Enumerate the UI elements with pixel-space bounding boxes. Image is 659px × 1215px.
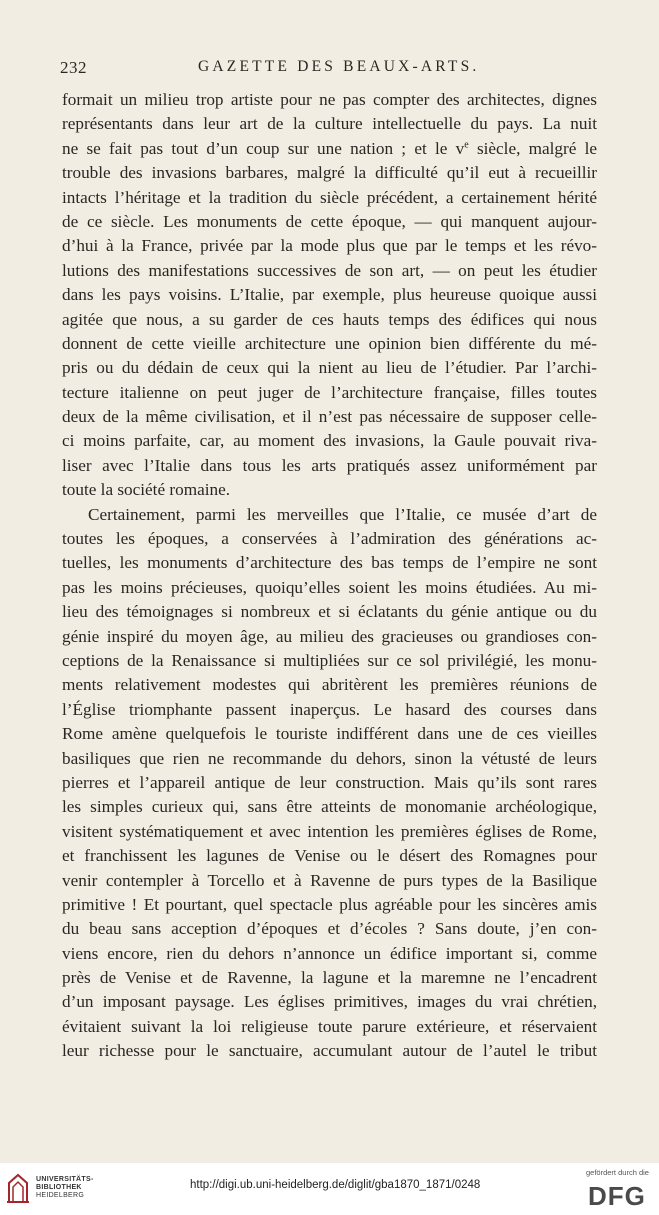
text-line: basiliques que rien ne recommande du dehors, sinon la vétusté de leurs [62, 748, 597, 768]
text-line: de ce siècle. Les monuments de cette époque, — qui manquent aujour- [62, 211, 597, 231]
footer-bar [0, 1163, 659, 1215]
text-line: l’Église triomphante passent inaperçus. Le hasard des courses dans [62, 699, 597, 719]
text-line: liser avec l’Italie dans tous les arts pratiqués assez uniformément par [62, 455, 597, 475]
source-url-link[interactable]: http://digi.ub.uni-heidelberg.de/diglit/gba1870_1871/0248 [190, 1179, 481, 1191]
text-line: intacts l’héritage et la tradition du siècle précédent, a certainement hérité [62, 187, 597, 207]
funder-caption: gefördert durch die [586, 1168, 649, 1177]
text-line: évitaient suivant la loi religieuse toute parure extérieure, et réservaient [62, 1016, 597, 1036]
text-line: toute la société romaine. [62, 480, 230, 500]
text-line: lieu des témoignages si nombreux et si éclatants du génie antique ou du [62, 602, 597, 622]
text-line: pierres et l’appareil antique de leur construction. Mais qu’ils sont rares [62, 772, 597, 792]
text-line: ments relativement modestes qui abritèrent les premières réunions de [62, 675, 597, 695]
text-line: pris ou du dédain de ceux qui la nient au lieu de l’étudier. Par l’archi- [62, 358, 597, 378]
text-line: les simples curieux qui, sans être atteints de monomanie archéologique, [62, 797, 597, 817]
text-line: Certainement, parmi les merveilles que l’Italie, ce musée d’art de [88, 504, 597, 524]
superscript-e: e [464, 139, 469, 151]
text-line: venir contempler à Torcello et à Ravenne de purs types de la Basilique [62, 870, 597, 890]
text-line: lutions des manifestations successives de son art, — on peut les étudier [62, 260, 597, 280]
text-line: représentants dans leur art de la culture intellectuelle du pays. La nuit [62, 114, 597, 134]
university-name-line: UNIVERSITÄTS- [36, 1176, 94, 1183]
university-name-line: BIBLIOTHEK [36, 1184, 82, 1191]
text-line: génie inspiré du moyen âge, au milieu des gracieuses ou grandioses con- [62, 626, 597, 646]
text-line: toutes les époques, a conservées à l’admiration des générations ac- [62, 529, 597, 549]
text-line: agitée que nous, a su garder de ces hauts temps des édifices qui nous [62, 309, 597, 329]
text-line: ceptions de la Renaissance si multipliées sur ce sol privilégié, les monu- [62, 650, 597, 670]
running-title: GAZETTE DES BEAUX-ARTS. [198, 58, 480, 75]
text-line: trouble des invasions barbares, malgré la difficulté qu’il eut à recueillir [62, 163, 597, 183]
text-line: dans les pays voisins. L’Italie, par exemple, plus heureuse quoique aussi [62, 285, 597, 305]
text-line: Rome amène quelquefois le touriste indifférent dans une de ces vieilles [62, 724, 597, 744]
dfg-logo: DFG [588, 1181, 646, 1211]
text-line: donnent de cette vieille architecture une opinion bien différente du mé- [62, 333, 597, 353]
text-line: du beau sans acception d’époques et d’écoles ? Sans doute, j’en con- [62, 919, 597, 939]
text-line: tuelles, les monuments d’architecture des bas temps de l’empire ne sont [62, 553, 597, 573]
text-line: tecture italienne on peut juger de l’architecture française, filles toutes [62, 382, 597, 402]
century-numeral: v [455, 138, 465, 158]
university-name-line: HEIDELBERG [36, 1192, 85, 1199]
text-line: viens encore, rien du dehors n’annonce un édifice important si, comme [62, 943, 597, 963]
university-seal-icon [6, 1171, 30, 1205]
text-line-segment: siècle, malgré le [468, 138, 597, 158]
text-line: formait un milieu trop artiste pour ne pas compter des architectes, dignes [62, 90, 597, 109]
body-text [62, 88, 597, 1064]
text-line: visitent systématiquement et avec intention les premières églises de Rome, [62, 821, 597, 841]
text-line: deux de la même civilisation, et il n’est pas nécessaire de supposer celle- [62, 407, 597, 427]
text-line: près de Venise et de Ravenne, la lagune et la maremne ne l’encadrent [62, 968, 597, 988]
text-line: et franchissent les lagunes de Venise ou le désert des Romagnes pour [62, 846, 597, 866]
university-name [36, 1176, 94, 1200]
text-line: primitive ! Et pourtant, quel spectacle plus agréable pour les sincères amis [62, 894, 597, 914]
text-line [62, 137, 597, 161]
text-line: ci moins parfaite, car, au moment des invasions, la Gaule pouvait riva- [62, 431, 597, 451]
text-line: d’hui à la France, privée par la mode plus que par le temps et les révo- [62, 236, 597, 256]
page-number: 232 [60, 58, 87, 77]
text-line: d’un imposant paysage. Les églises primitives, images du vrai chrétien, [62, 992, 597, 1012]
text-line-segment: ne se fait pas tout d’un coup sur une nation ; et le [62, 138, 456, 158]
text-line: leur richesse pour le sanctuaire, accumulant autour de l’autel le tribut [62, 1041, 597, 1061]
text-line: pas les moins précieuses, quoiqu’elles soient les moins étudiées. Au mi- [62, 577, 597, 597]
